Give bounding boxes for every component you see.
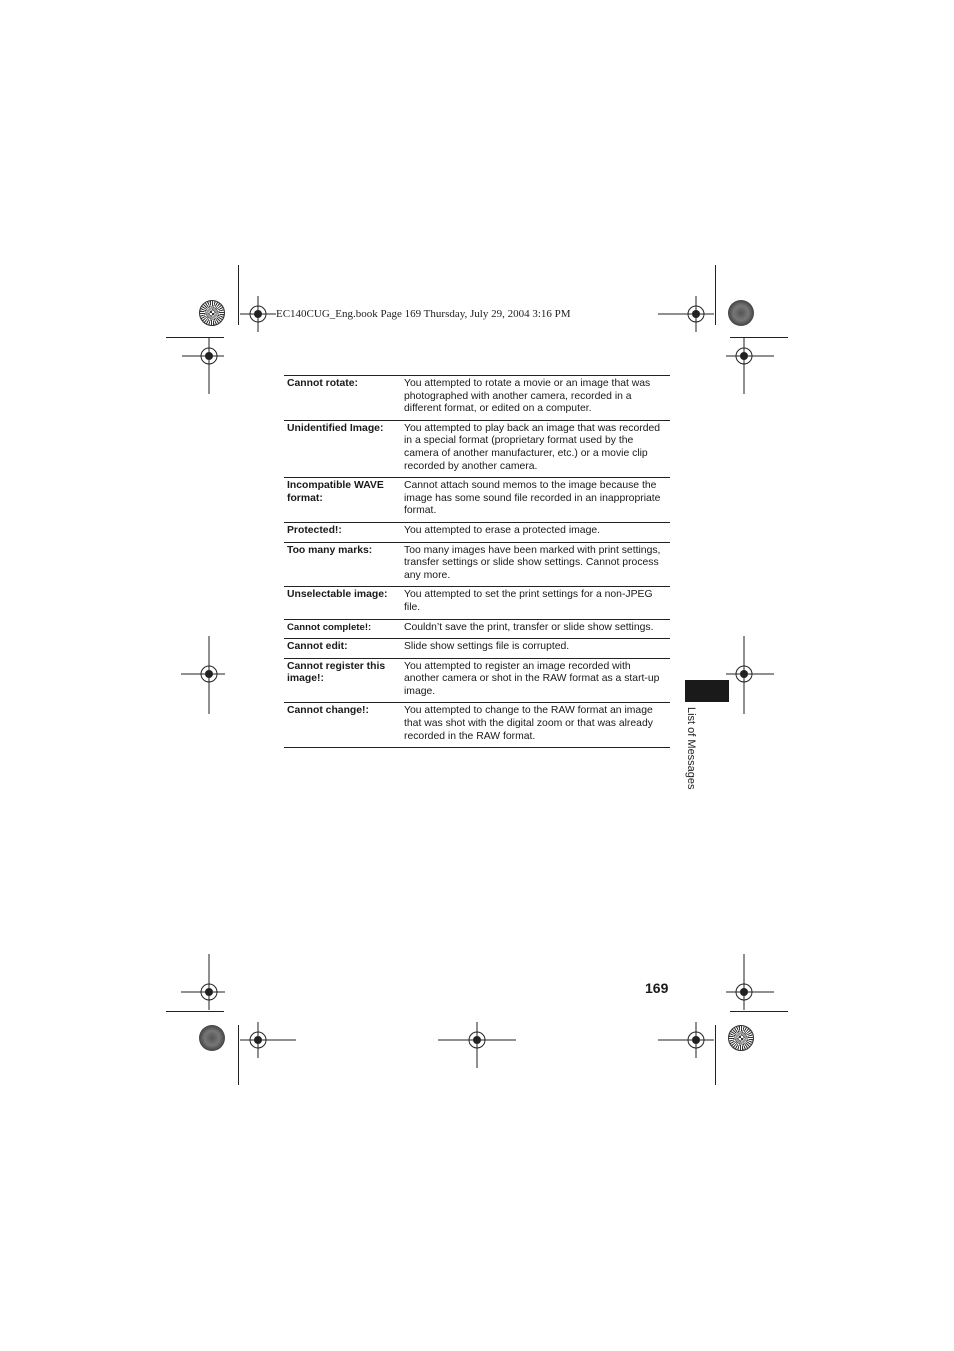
file-info-header: EC140CUG_Eng.book Page 169 Thursday, July 29, 2004 3:16 PM — [276, 308, 571, 320]
table-row — [284, 542, 670, 587]
message-description: You attempted to erase a protected image. — [404, 524, 601, 536]
message-label: Incompatible WAVE format: — [287, 480, 384, 504]
message-description: Too many images have been marked with print settings, transfer settings or slide show settings. Cannot process any more. — [404, 544, 661, 581]
message-description: You attempted to register an image recorded with another camera or shot in the RAW format as a start-up image. — [404, 660, 660, 697]
section-tab — [685, 680, 729, 702]
table-row — [284, 478, 670, 523]
registration-seal-icon — [728, 300, 754, 326]
message-label: Unselectable image: — [287, 589, 388, 601]
registration-seal-icon — [199, 300, 225, 326]
table-row — [284, 639, 670, 659]
message-label: Cannot edit: — [287, 641, 348, 653]
table-row — [284, 420, 670, 477]
registration-seal-icon — [728, 1025, 754, 1051]
table-row — [284, 522, 670, 542]
crosshair-icon — [181, 636, 225, 714]
table-row — [284, 703, 670, 748]
crosshair-icon — [726, 636, 774, 714]
crosshair-icon — [726, 338, 774, 394]
table-row — [284, 376, 670, 421]
message-description: Couldn’t save the print, transfer or slide show settings. — [404, 621, 654, 633]
table-row — [284, 619, 670, 639]
crosshair-icon — [726, 954, 774, 1010]
crosshair-icon — [658, 1022, 714, 1058]
message-description: You attempted to rotate a movie or an image that was photographed with another camera, recorded in a different format, or edited on a computer. — [404, 378, 651, 415]
message-description: Cannot attach sound memos to the image because the image has some sound file recorded in an inappropriate format. — [404, 480, 661, 517]
crosshair-icon — [658, 296, 714, 332]
crosshair-icon — [181, 954, 225, 1010]
message-description: You attempted to change to the RAW format an image that was shot with the digital zoom or that was already recorded in the RAW format. — [404, 705, 653, 742]
table-row — [284, 658, 670, 703]
message-label: Too many marks: — [287, 544, 373, 556]
message-label: Cannot change!: — [287, 705, 369, 717]
table-row — [284, 587, 670, 619]
crosshair-icon — [240, 1022, 296, 1058]
message-label: Cannot register this image!: — [287, 660, 386, 685]
registration-seal-icon — [199, 1025, 225, 1051]
message-description: Slide show settings file is corrupted. — [404, 641, 570, 653]
message-description: You attempted to play back an image that was recorded in a special format (proprietary format used by the camera of another manufacturer, etc.) or a movie clip recorded by another camera. — [404, 422, 661, 472]
messages-table — [284, 375, 670, 748]
crosshair-icon — [182, 338, 238, 394]
message-label: Cannot rotate: — [287, 378, 358, 389]
crosshair-icon — [240, 296, 276, 332]
crosshair-icon — [438, 1022, 516, 1068]
message-label: Cannot complete!: — [287, 621, 372, 633]
section-tab-label: List of Messages — [685, 707, 697, 790]
message-label: Protected!: — [287, 524, 342, 536]
message-label: Unidentified Image: — [287, 422, 384, 434]
message-description: You attempted to set the print settings for a non-JPEG file. — [404, 589, 653, 613]
page-number: 169 — [645, 980, 669, 996]
